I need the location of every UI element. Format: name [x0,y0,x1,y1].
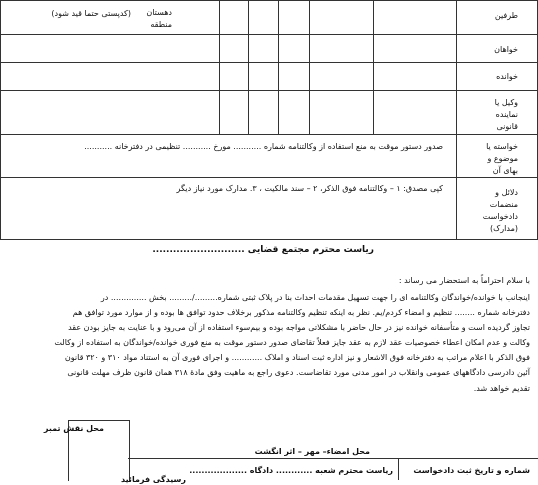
row-label-tarafin: طرفین [494,11,518,20]
row-label-khaste-1: خواسته یا [486,142,518,151]
row-divider-khaste [0,177,538,178]
dalael-text: کپی مصدق: ۱ – وکالتنامه فوق الذکر، ۲ – سند مالکیت ، ۳. مدارک مورد نیاز دیگر [176,184,443,193]
row-label-vakil-3: قانونی [496,122,518,131]
footer-divider [128,458,538,459]
registration-label: شماره و تاریخ ثبت دادخواست [413,466,530,475]
cell-divider-4 [248,0,249,134]
cell-divider-3 [278,0,279,134]
row-label-dalael-1: دلائل و [495,188,518,197]
row-divider-dalael [0,239,538,240]
letter-line: آئین دادرسی دادگاههای عمومی وانقلاب در امور مدنی مورد تقاضاست. دعوی راجع به ماهیت وفق مادهٔ ۳۱۸ همان قانون ظرف مهلت قانونی [67,368,530,377]
stamp-label: محل نقش تمبر [43,424,104,433]
letter-line: تقدیم خواهد شد. [473,384,530,393]
letter-line: اینجانب با خوانده/خواندگان وکالتنامه ای را جهت تسهیل مقدمات احداث بنا در پلاک ثبتی شماره........./......... بخش .............. در [100,293,530,302]
row-divider-khande [0,90,538,91]
letter-line: تجاوز گردیده است و متأسفانه خوانده نیز در حال حاضر با مشکلاتی مواجه بوده و بیم‌سوء استفاده از آن می‌رود و با عنایت به جایز بودن عقد [68,323,530,332]
cell-divider-1 [373,0,374,134]
table-border-top [0,0,538,1]
branch-label: ریاست محترم شعبه ............ دادگاه ................... [189,466,393,475]
kadpasti-label: (کدپستی حتما قید شود) [51,9,131,18]
letter-line: دفترخانه شماره ........ تنظیم و امضاء کردم/یم. نظر به اینکه تنظیم وکالتنامه مذکور برخلاف حدود توافق ها بوده و از موارد مورد توافق هم [72,308,530,317]
letter-line: وکالت و عدم امکان اعطاء خصوصیات عقد لازم به عقد جایز فعلاً تقاضای صدور دستور موقت به منع فوری خوانده/خواندگان به استفاده از وکالت [54,338,530,347]
row-label-dalael-2: منضمات [489,200,518,209]
row-label-khaste-2: موضوع و [487,154,518,163]
label-column-divider [456,0,457,240]
letter-greeting: با سلام احتراماً به استحضار می رساند : [398,276,530,285]
row-divider-vakil [0,134,538,135]
letter-title: ریاست محترم مجتمع قضایی ........................... [152,245,374,255]
row-label-khahan: خواهان [494,45,518,54]
letter-line: فوق الذکر با اعلام مراتب به دفترخانه فوق الاشعار و نیز اداره ثبت اسناد و املاک ............ و اجرای فوری آن به استناد مواد ۳۱۰ و ۳۲۰ قانون [64,353,530,362]
receipt-label: رسیدگی فرمائید [121,475,186,484]
signature-label: محل امضاء– مهر – اثر انگشت [254,447,370,456]
cell-divider-2 [309,0,310,134]
table-border-left [0,0,1,240]
row-label-vakil-2: نماینده [495,110,518,119]
row-label-dalael-4: (مدارک) [490,224,518,233]
footer-column-divider [398,458,399,480]
row-label-khande: خوانده [496,72,518,81]
row-label-dalael-3: دادخواست [482,212,518,221]
cell-divider-5 [219,0,220,134]
row-divider-khahan [0,62,538,63]
dehestan-label: دهستان [146,8,172,17]
mantaghe-label: منطقه [150,20,172,29]
row-label-khaste-3: بهای آن [492,166,518,175]
khaste-text: صدور دستور موقت به منع استفاده از وکالتنامه شماره ........... مورخ ........... تنظیمی در دفترخانه ........... [84,142,443,151]
row-divider-tarafin [0,34,538,35]
row-label-vakil-1: وکیل یا [494,98,518,107]
